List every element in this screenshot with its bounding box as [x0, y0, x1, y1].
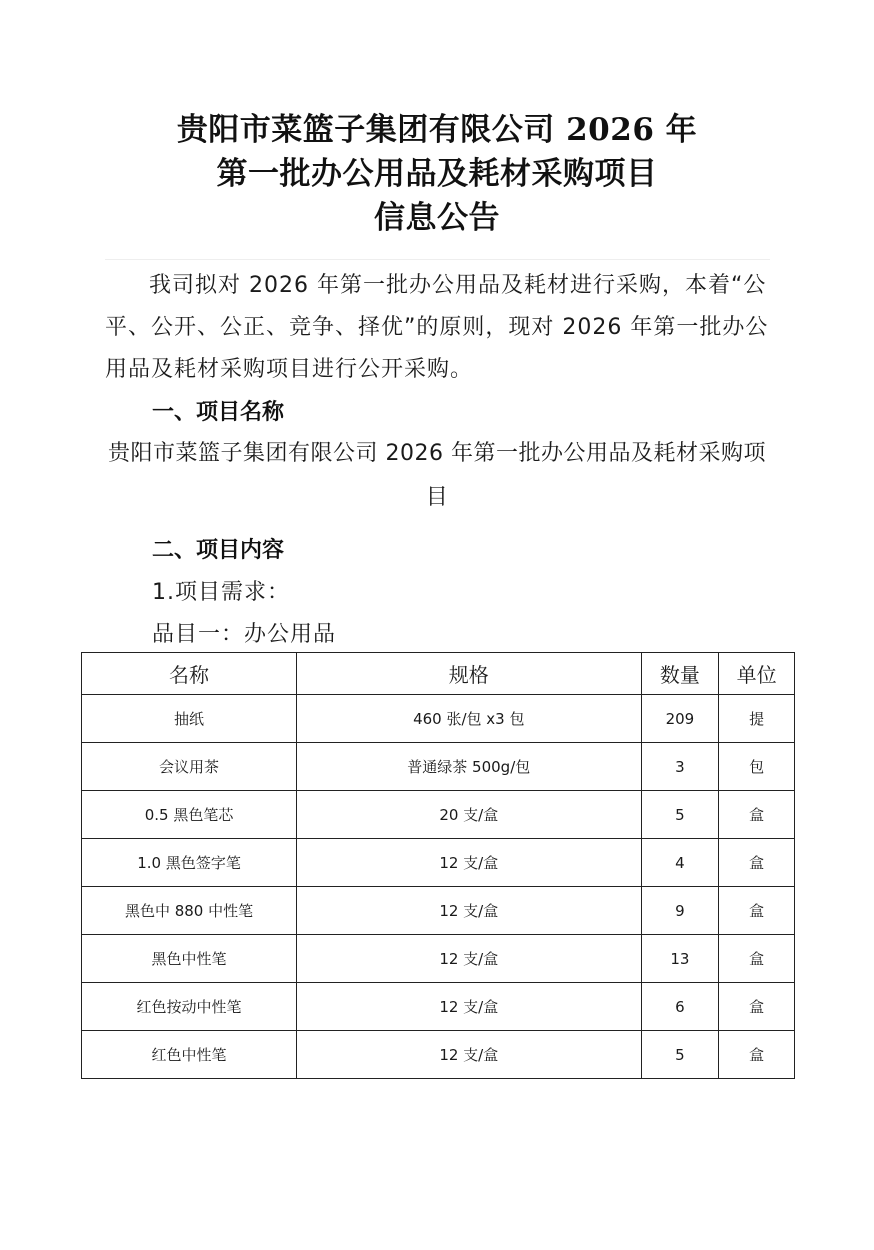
item-spec-cell: 12 支/盒	[297, 935, 641, 983]
item-unit-cell: 盒	[719, 1031, 795, 1079]
item-quantity-cell: 9	[641, 887, 719, 935]
item-unit-cell: 包	[719, 743, 795, 791]
document-title-line-1: 贵阳市菜篮子集团有限公司 2026 年	[176, 112, 698, 148]
column-header-unit: 单位	[719, 653, 795, 695]
project-name-text: 贵阳市菜篮子集团有限公司 2026 年第一批办公用品及耗材采购项目	[108, 441, 766, 510]
item-name-cell: 黑色中性笔	[82, 935, 297, 983]
category-heading: 品目一：办公用品	[152, 622, 337, 647]
project-requirements-heading: 1.项目需求：	[152, 580, 290, 605]
table-row	[82, 743, 795, 791]
item-name-cell: 抽纸	[82, 695, 297, 743]
table-row	[82, 887, 795, 935]
item-name-cell: 1.0 黑色签字笔	[82, 839, 297, 887]
section-heading-project-name: 一、项目名称	[152, 400, 285, 425]
item-spec-cell: 12 支/盒	[297, 839, 641, 887]
item-unit-cell: 盒	[719, 839, 795, 887]
table-row	[82, 983, 795, 1031]
item-name-cell: 黑色中 880 中性笔	[82, 887, 297, 935]
table-header-row	[82, 653, 795, 695]
office-supplies-table	[81, 652, 795, 1079]
item-spec-cell: 普通绿茶 500g/包	[297, 743, 641, 791]
item-spec-cell: 12 支/盒	[297, 983, 641, 1031]
table-row	[82, 839, 795, 887]
item-quantity-cell: 5	[641, 1031, 719, 1079]
item-unit-cell: 盒	[719, 887, 795, 935]
table-row	[82, 791, 795, 839]
item-name-cell: 红色按动中性笔	[82, 983, 297, 1031]
intro-paragraph: 我司拟对 2026 年第一批办公用品及耗材进行采购，本着“公平、公开、公正、竞争、择优”的原则，现对 2026 年第一批办公用品及耗材采购项目进行公开采购。	[105, 273, 769, 382]
table-row	[82, 935, 795, 983]
section-heading-project-content: 二、项目内容	[152, 538, 285, 563]
item-quantity-cell: 3	[641, 743, 719, 791]
item-spec-cell: 460 张/包 x3 包	[297, 695, 641, 743]
item-quantity-cell: 5	[641, 791, 719, 839]
item-unit-cell: 提	[719, 695, 795, 743]
item-name-cell: 会议用茶	[82, 743, 297, 791]
item-quantity-cell: 209	[641, 695, 719, 743]
item-unit-cell: 盒	[719, 935, 795, 983]
table-row	[82, 695, 795, 743]
item-spec-cell: 12 支/盒	[297, 1031, 641, 1079]
table-row	[82, 1031, 795, 1079]
item-name-cell: 红色中性笔	[82, 1031, 297, 1079]
item-unit-cell: 盒	[719, 983, 795, 1031]
item-spec-cell: 12 支/盒	[297, 887, 641, 935]
item-spec-cell: 20 支/盒	[297, 791, 641, 839]
item-name-cell: 0.5 黑色笔芯	[82, 791, 297, 839]
document-title-line-2: 第一批办公用品及耗材采购项目	[216, 156, 658, 192]
column-header-name: 名称	[82, 653, 297, 695]
title-divider	[105, 259, 770, 260]
item-unit-cell: 盒	[719, 791, 795, 839]
document-title-line-3: 信息公告	[374, 200, 500, 236]
column-header-spec: 规格	[297, 653, 641, 695]
item-quantity-cell: 4	[641, 839, 719, 887]
item-quantity-cell: 6	[641, 983, 719, 1031]
item-quantity-cell: 13	[641, 935, 719, 983]
column-header-quantity: 数量	[641, 653, 719, 695]
